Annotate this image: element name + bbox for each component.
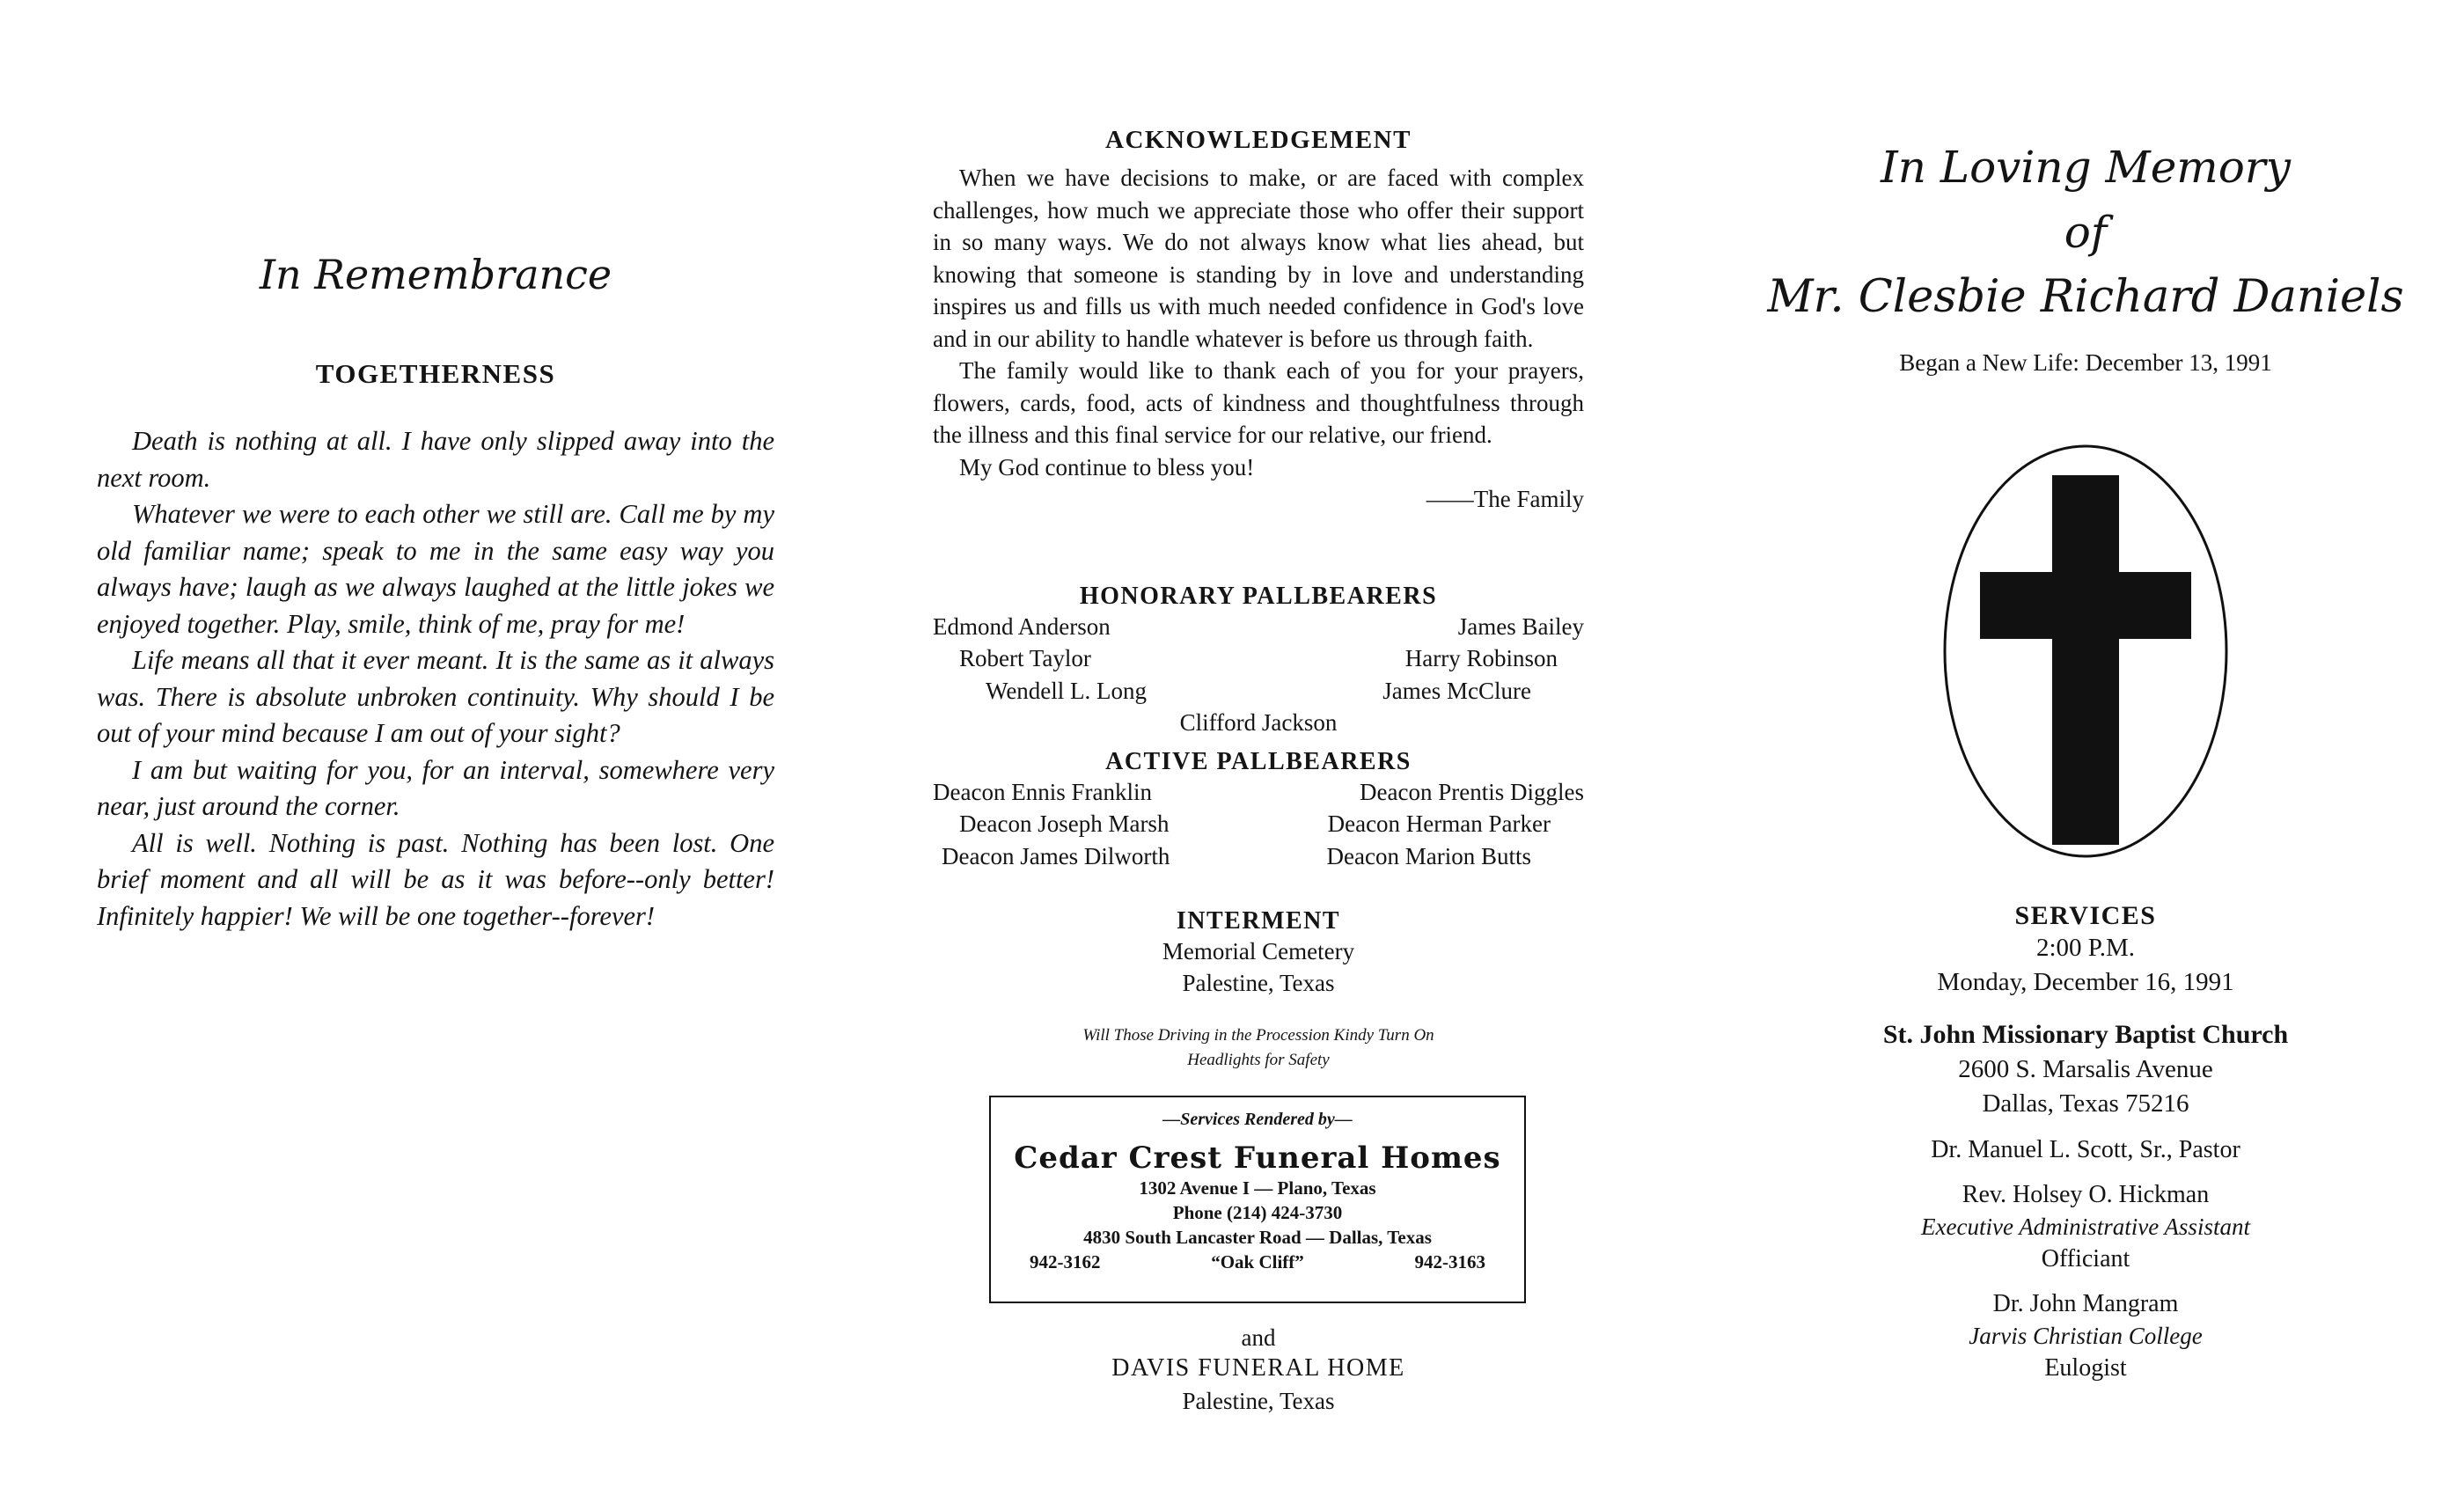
services-heading: SERVICES xyxy=(2014,901,2157,930)
poem-title: TOGETHERNESS xyxy=(315,358,556,389)
pallbearer: Edmond Anderson xyxy=(933,612,1111,640)
branch-name: “Oak Cliff” xyxy=(1211,1251,1304,1272)
funeral-home-phone: Phone (214) 424-3730 xyxy=(1172,1202,1343,1223)
eulogist-name: Dr. John Mangram xyxy=(1992,1290,2179,1317)
second-funeral-home-city: Palestine, Texas xyxy=(1182,1388,1335,1414)
poem-stanza: I am but waiting for you, for an interval, somewhere very near, just around the corner. xyxy=(97,754,774,821)
funeral-home-address: 1302 Avenue I — Plano, Texas xyxy=(1139,1177,1376,1199)
acknowledgement-paragraph: When we have decisions to make, or are faced with complex challenges, how much we appreciate those who offer their support in so many ways. We do not always know what lies ahead, but knowing that someone is standing by in love and understanding inspires us and fills us with much needed confidence in God's love and in our ability to handle whatever is before us through faith. xyxy=(933,165,1584,352)
pastor: Dr. Manuel L. Scott, Sr., Pastor xyxy=(1931,1136,2240,1163)
pallbearer: James Bailey xyxy=(1457,612,1584,640)
active-pallbearers-heading: ACTIVE PALLBEARERS xyxy=(1105,747,1412,775)
pallbearer: Clifford Jackson xyxy=(1179,709,1338,736)
pallbearer-row xyxy=(933,642,1584,675)
pallbearer: Deacon Herman Parker xyxy=(1327,810,1551,837)
pallbearer: James McClure xyxy=(1382,677,1531,704)
funeral-home-name: Cedar Crest Funeral Homes xyxy=(1014,1140,1501,1176)
procession-notice-line: Will Those Driving in the Procession Kindy Turn On xyxy=(1082,1026,1434,1045)
poem-stanza: Death is nothing at all. I have only slipped away into the next room. xyxy=(97,426,774,493)
second-funeral-home: DAVIS FUNERAL HOME xyxy=(1111,1354,1405,1382)
pallbearer: Deacon Joseph Marsh xyxy=(959,810,1170,837)
eulogist-college: Jarvis Christian College xyxy=(1969,1323,2203,1349)
funeral-home-phones xyxy=(991,1250,1524,1274)
poem-stanza: Life means all that it ever meant. It is the same as it always was. There is absolute unbroken continuity. Why should I be out of your mind because I am out of your sight? xyxy=(97,645,774,748)
church-city: Dallas, Texas 75216 xyxy=(1982,1089,2189,1118)
procession-notice xyxy=(933,1023,1584,1073)
cross-icon xyxy=(1940,440,2231,862)
middle-panel xyxy=(933,0,1584,1496)
interment-heading: INTERMENT xyxy=(1176,907,1341,935)
funeral-home-address: 4830 South Lancaster Road — Dallas, Texas xyxy=(1083,1227,1432,1248)
pallbearer-row xyxy=(933,840,1584,873)
pallbearer: Robert Taylor xyxy=(959,645,1091,671)
church-street: 2600 S. Marsalis Avenue xyxy=(1958,1055,2213,1083)
acknowledgement-paragraph: My God continue to bless you! xyxy=(959,453,1255,480)
funeral-home-box xyxy=(989,1096,1526,1303)
pallbearer: Deacon Ennis Franklin xyxy=(933,778,1152,805)
acknowledgement-paragraph: The family would like to thank each of you for your prayers, flowers, cards, food, acts of kindness and thoughtfulness through the illness and this final service for our relative, our friend. xyxy=(933,357,1584,448)
left-panel xyxy=(97,0,774,1496)
pallbearer-row xyxy=(933,808,1584,840)
and-text: and xyxy=(1241,1324,1276,1351)
pallbearer: Harry Robinson xyxy=(1404,645,1558,671)
services-rendered-by: —Services Rendered by— xyxy=(1162,1110,1353,1129)
service-date: Monday, December 16, 1991 xyxy=(1937,968,2234,996)
deceased-name: Mr. Clesbie Richard Daniels xyxy=(1767,271,2404,323)
officiant-name: Rev. Holsey O. Hickman xyxy=(1962,1181,2210,1208)
officiant-role: Officiant xyxy=(2041,1245,2130,1272)
poem-stanza: All is well. Nothing is past. Nothing has been lost. One brief moment and all will be as it was before--only better! Infinitely happier! We will be one together--forever! xyxy=(97,827,774,931)
cross-emblem xyxy=(1725,440,2446,862)
pallbearer-row xyxy=(933,611,1584,643)
phone-number: 942-3163 xyxy=(1414,1251,1485,1272)
pallbearer: Deacon James Dilworth xyxy=(942,842,1170,869)
honorary-pallbearers-heading: HONORARY PALLBEARERS xyxy=(1079,582,1438,610)
pallbearer: Deacon Marion Butts xyxy=(1326,842,1531,869)
acknowledgement-heading: ACKNOWLEDGEMENT xyxy=(1105,126,1412,154)
poem xyxy=(97,423,774,935)
phone-number: 942-3162 xyxy=(1030,1251,1101,1272)
began-new-life-date: Began a New Life: December 13, 1991 xyxy=(1899,349,2272,376)
eulogist-role: Eulogist xyxy=(2044,1354,2127,1382)
procession-notice-line: Headlights for Safety xyxy=(1187,1051,1330,1069)
right-panel xyxy=(1725,0,2446,1496)
pallbearer: Deacon Prentis Diggles xyxy=(1360,778,1584,805)
pallbearer-row xyxy=(933,675,1584,708)
pallbearer-row xyxy=(933,776,1584,809)
loving-memory-title: In Loving Memory xyxy=(1881,142,2291,193)
family-signature: ——The Family xyxy=(1426,486,1584,512)
interment-city: Palestine, Texas xyxy=(1182,970,1335,996)
acknowledgement-text xyxy=(933,162,1584,516)
service-time: 2:00 P.M. xyxy=(2035,934,2135,962)
remembrance-title: In Remembrance xyxy=(259,251,612,298)
pallbearer: Wendell L. Long xyxy=(986,677,1148,704)
poem-stanza: Whatever we were to each other we still are. Call me by my old familiar name; speak to me in the same easy way you always have; laugh as we always laughed at the little jokes we enjoyed together. Play, smile, think of me, pray for me! xyxy=(97,499,774,639)
interment-place: Memorial Cemetery xyxy=(1162,938,1355,964)
church-name: St. John Missionary Baptist Church xyxy=(1882,1020,2289,1049)
title-of: of xyxy=(2064,207,2108,258)
officiant-title: Executive Administrative Assistant xyxy=(1921,1214,2250,1240)
